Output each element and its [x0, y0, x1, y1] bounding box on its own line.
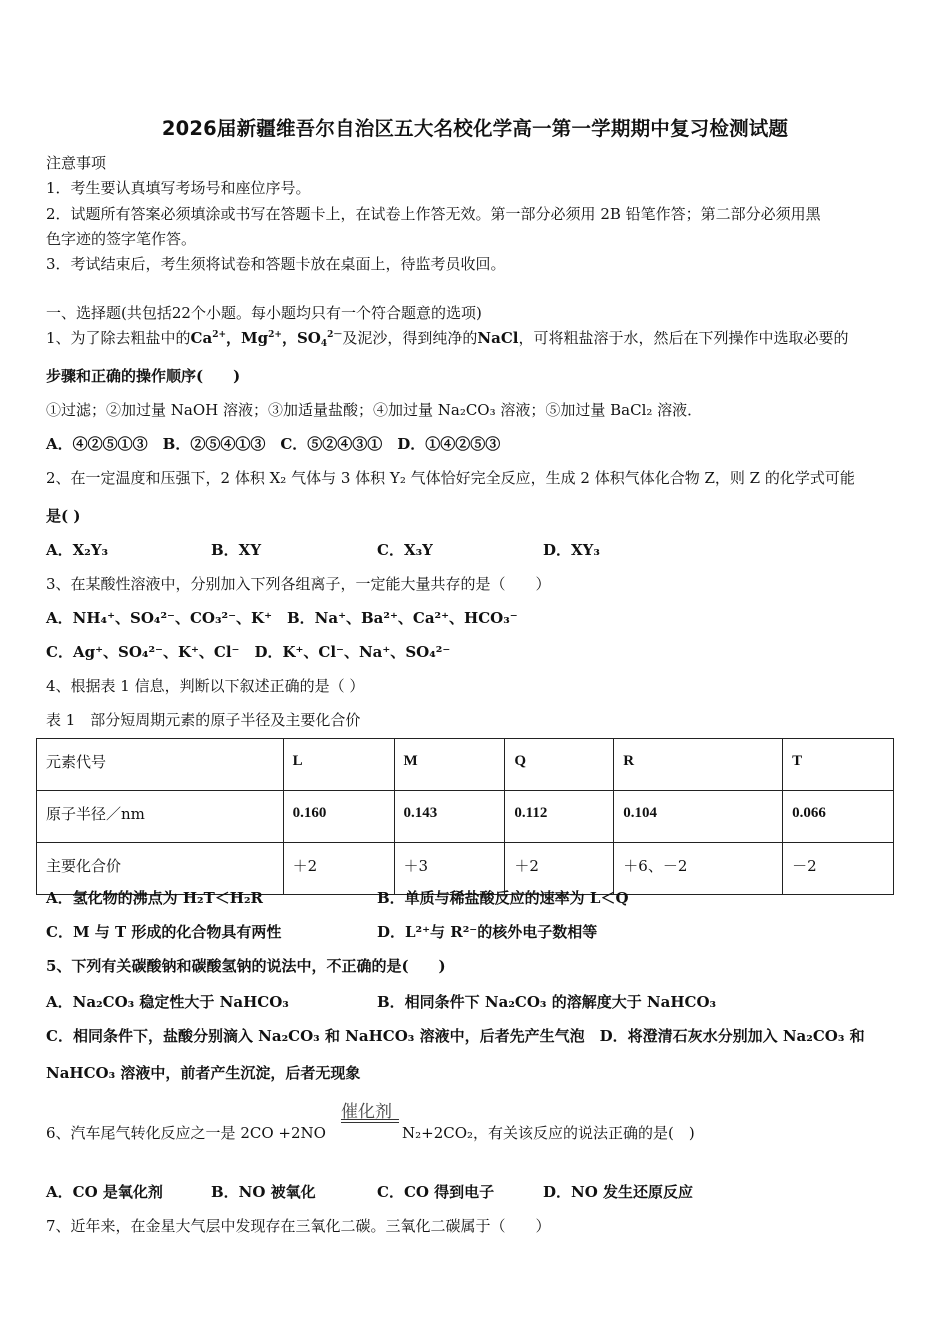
option-a: A．Na₂CO₃ 稳定性大于 NaHCO₃ [46, 993, 289, 1011]
table-cell: 0.066 [783, 791, 894, 843]
table-cell: 0.112 [505, 791, 614, 843]
question-1-operations: ①过滤；②加过量 NaOH 溶液；③加适量盐酸；④加过量 Na₂CO₃ 溶液；⑤加过量 BaCl₂ 溶液． [46, 401, 703, 419]
table-cell: R [614, 739, 783, 791]
table-cell: Q [505, 739, 614, 791]
question-5-line2: NaHCO₃ 溶液中，前者产生沉淀，后者无现象 [46, 1064, 361, 1082]
option-a: A．CO 是氧化剂 [46, 1183, 163, 1201]
table-cell: 0.104 [614, 791, 783, 843]
table-cell: ＋2 [283, 843, 394, 895]
option-c-d: C．相同条件下，盐酸分别滴入 Na₂CO₃ 和 NaHCO₃ 溶液中，后者先产生气泡 D．将澄清石灰水分别加入 Na₂CO₃ 和 [46, 1027, 865, 1045]
page-title: 2026届新疆维吾尔自治区五大名校化学高一第一学期期中复习检测试题 [161, 117, 789, 140]
notice-item: 1．考生要认真填写考场号和座位序号。 [46, 179, 311, 197]
option-c: C．CO 得到电子 [377, 1183, 495, 1201]
question-4-stem: 4、根据表 1 信息，判断以下叙述正确的是（ ） [46, 677, 365, 695]
question-2-stem: 2、在一定温度和压强下，2 体积 X₂ 气体与 3 体积 Y₂ 气体恰好完全反应，生成 2 体积气体化合物 Z，则 Z 的化学式可能 [46, 469, 855, 487]
option-c: C．M 与 T 形成的化合物具有两性 [46, 923, 282, 941]
question-3-stem: 3、在某酸性溶液中，分别加入下列各组离子，一定能大量共存的是（ ） [46, 575, 551, 593]
table-cell: 元素代号 [37, 739, 284, 791]
question-6-stem: 6、汽车尾气转化反应之一是 2CO +2NO [46, 1124, 326, 1142]
table-row [37, 739, 894, 791]
notice-item: 3．考试结束后，考生须将试卷和答题卡放在桌面上，待监考员收回。 [46, 255, 506, 273]
question-2-line2: 是( ) [46, 507, 81, 525]
table-cell: 主要化合价 [37, 843, 284, 895]
option-b: B．相同条件下 Na₂CO₃ 的溶解度大于 NaHCO₃ [377, 993, 717, 1011]
table-cell: 原子半径／nm [37, 791, 284, 843]
q1-stem-part: 1、为了除去粗盐中的 [46, 329, 191, 347]
table-cell: ＋6、－2 [614, 843, 783, 895]
table-cell: M [394, 739, 505, 791]
question-7-stem: 7、近年来，在金星大气层中发现存在三氧化二碳。三氧化二碳属于（ ） [46, 1217, 551, 1235]
option-b: B．XY [211, 541, 262, 559]
notice-item: 2．试题所有答案必须填涂或书写在答题卡上，在试卷上作答无效。第一部分必须用 2B 铅笔作答；第二部分必须用黑 [46, 205, 821, 223]
table-cell: 0.143 [394, 791, 505, 843]
catalyst-label: 催化剂 [341, 1102, 392, 1122]
option-c: C．X₃Y [377, 541, 433, 559]
option-a: A．氢化物的沸点为 H₂T＜H₂R [46, 889, 263, 907]
question-6-stem-b: N₂+2CO₂，有关该反应的说法正确的是( ) [402, 1124, 695, 1142]
notice-heading: 注意事项 [46, 154, 107, 172]
section-heading: 一、选择题(共包括22个小题。每小题均只有一个符合题意的选项) [46, 304, 482, 322]
table-cell: ＋2 [505, 843, 614, 895]
option-b: B．NO 被氧化 [211, 1183, 316, 1201]
question-1-line2: 步骤和正确的操作顺序( ) [46, 367, 241, 385]
element-table [36, 738, 894, 895]
question-5-stem: 5、下列有关碳酸钠和碳酸氢钠的说法中，不正确的是( ) [46, 957, 446, 975]
question-3-options-cd: C．Ag⁺、SO₄²⁻、K⁺、Cl⁻ D．K⁺、Cl⁻、Na⁺、SO₄²⁻ [46, 643, 451, 661]
table-caption: 表 1 部分短周期元素的原子半径及主要化合价 [46, 711, 361, 729]
ion-list: $Ca^{2+}$，$Mg^{2+}$，$SO_4^{2-}$ [190, 329, 343, 349]
option-d: D．NO 发生还原反应 [543, 1183, 694, 1201]
notice-item: 色字迹的签字笔作答。 [46, 230, 197, 248]
question-1-options: A．④②⑤①③ B．②⑤④①③ C．⑤②④③① D．①④②⑤③ [46, 435, 501, 453]
option-d: D．XY₃ [543, 541, 600, 559]
q1-stem-part: ，可将粗盐溶于水，然后在下列操作中选取必要的 [518, 329, 849, 347]
table-cell: T [783, 739, 894, 791]
option-d: D．L²⁺与 R²⁻的核外电子数相等 [377, 923, 598, 941]
table-cell: －2 [783, 843, 894, 895]
option-a: A．X₂Y₃ [46, 541, 109, 559]
option-b: B．单质与稀盐酸反应的速率为 L＜Q [377, 889, 629, 907]
question-3-options-ab: A．NH₄⁺、SO₄²⁻、CO₃²⁻、K⁺ B．Na⁺、Ba²⁺、Ca²⁺、HCO₃⁻ [46, 609, 518, 627]
table-cell: 0.160 [283, 791, 394, 843]
q1-stem-part: 及泥沙，得到纯净的 [342, 329, 478, 347]
table-row [37, 791, 894, 843]
table-cell: ＋3 [394, 843, 505, 895]
question-1-stem [46, 327, 848, 348]
chem-formula: NaCl [477, 329, 519, 347]
table-cell: L [283, 739, 394, 791]
reaction-arrow [341, 1119, 399, 1123]
